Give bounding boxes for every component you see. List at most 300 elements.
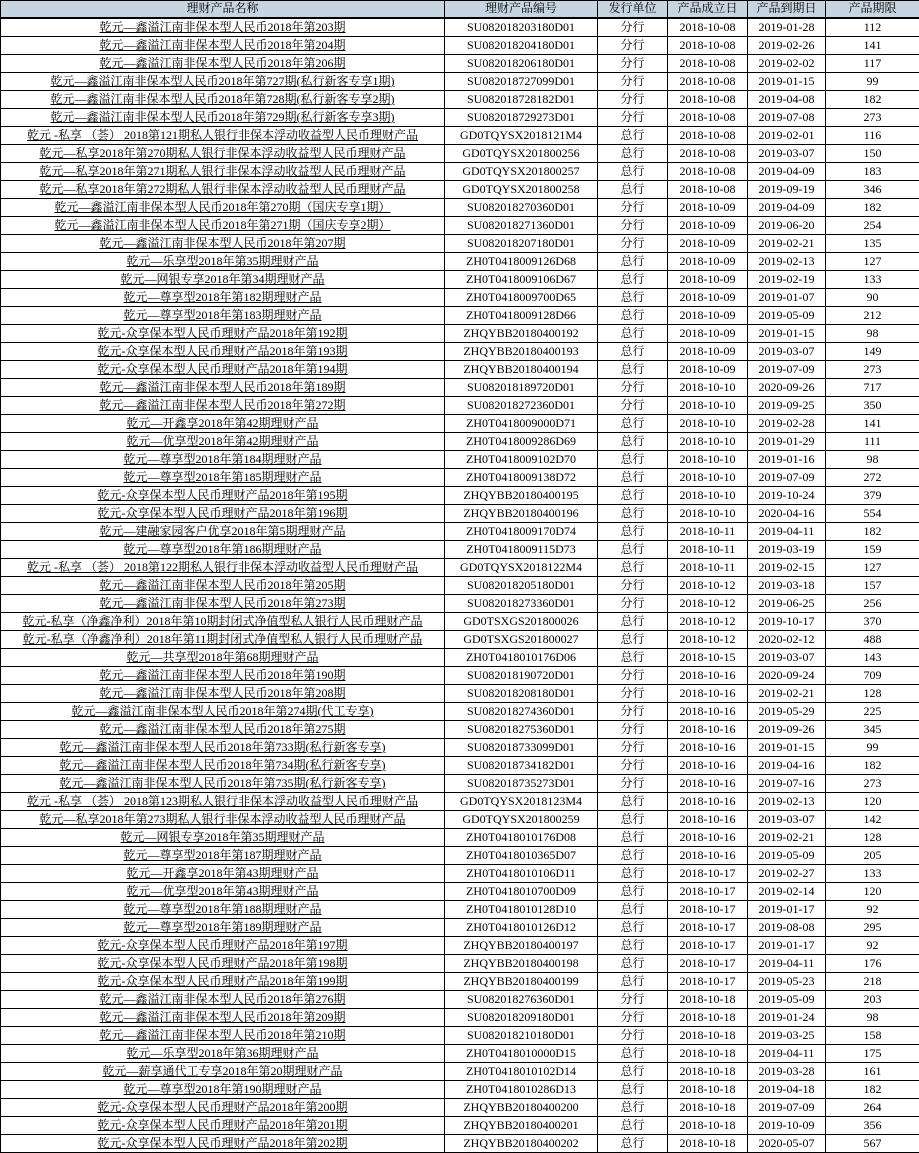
cell-term_days: 159 [826, 541, 919, 559]
cell-code: ZH0T0418009170D74 [445, 523, 598, 541]
product-name-link[interactable]: 乾元—私享2018年第273期私人银行非保本浮动收益型人民币理财产品 [1, 811, 445, 829]
cell-start_date: 2018-10-18 [668, 1117, 748, 1135]
cell-code: SU082018189720D01 [445, 379, 598, 397]
cell-end_date: 2019-03-07 [748, 811, 826, 829]
cell-start_date: 2018-10-10 [668, 505, 748, 523]
cell-end_date: 2019-06-20 [748, 217, 826, 235]
cell-end_date: 2019-04-09 [748, 199, 826, 217]
cell-code: ZHQYBB20180400200 [445, 1099, 598, 1117]
product-name-link[interactable]: 乾元-私享（净鑫净利）2018年第11期封闭式净值型私人银行人民币理财产品 [1, 631, 445, 649]
cell-term_days: 149 [826, 343, 919, 361]
product-name-link[interactable]: 乾元—鑫溢江南非保本型人民币2018年第206期 [1, 55, 445, 73]
cell-end_date: 2019-03-07 [748, 145, 826, 163]
cell-end_date: 2019-09-19 [748, 181, 826, 199]
cell-term_days: 205 [826, 847, 919, 865]
cell-term_days: 212 [826, 307, 919, 325]
cell-term_days: 175 [826, 1045, 919, 1063]
cell-start_date: 2018-10-08 [668, 37, 748, 55]
cell-code: SU082018734182D01 [445, 757, 598, 775]
product-name-link[interactable]: 乾元—鑫溢江南非保本型人民币2018年第205期 [1, 577, 445, 595]
table-row [1, 18, 919, 37]
table-row [1, 811, 919, 829]
cell-code: ZHQYBB20180400202 [445, 1135, 598, 1153]
cell-issuer: 总行 [598, 973, 668, 991]
cell-code: ZH0T0418009000D71 [445, 415, 598, 433]
cell-start_date: 2018-10-16 [668, 703, 748, 721]
cell-term_days: 182 [826, 523, 919, 541]
product-name-link[interactable]: 乾元—私享2018年第270期私人银行非保本浮动收益型人民币理财产品 [1, 145, 445, 163]
cell-term_days: 112 [826, 18, 919, 37]
product-name-link[interactable]: 乾元—鑫溢江南非保本型人民币2018年第272期 [1, 397, 445, 415]
table-row [1, 199, 919, 217]
cell-code: SU082018209180D01 [445, 1009, 598, 1027]
cell-start_date: 2018-10-12 [668, 613, 748, 631]
cell-issuer: 总行 [598, 163, 668, 181]
cell-end_date: 2019-07-09 [748, 469, 826, 487]
product-name-link[interactable]: 乾元—网银专享2018年第35期理财产品 [1, 829, 445, 847]
cell-issuer: 总行 [598, 1063, 668, 1081]
product-name-link[interactable]: 乾元—鑫溢江南非保本型人民币2018年第274期(代工专享) [1, 703, 445, 721]
table-row [1, 307, 919, 325]
cell-issuer: 分行 [598, 775, 668, 793]
product-name-link[interactable]: 乾元 -私享 （荟） 2018第123期私人银行非保本浮动收益型人民币理财产品 [1, 793, 445, 811]
cell-term_days: 99 [826, 73, 919, 91]
cell-end_date: 2019-09-26 [748, 721, 826, 739]
cell-end_date: 2020-04-16 [748, 505, 826, 523]
cell-code: ZHQYBB20180400197 [445, 937, 598, 955]
cell-issuer: 分行 [598, 73, 668, 91]
cell-start_date: 2018-10-18 [668, 1045, 748, 1063]
cell-issuer: 分行 [598, 757, 668, 775]
product-name-link[interactable]: 乾元—鑫溢江南非保本型人民币2018年第203期 [1, 18, 445, 37]
cell-issuer: 总行 [598, 1099, 668, 1117]
cell-issuer: 总行 [598, 901, 668, 919]
table-row [1, 613, 919, 631]
cell-start_date: 2018-10-09 [668, 271, 748, 289]
cell-issuer: 总行 [598, 505, 668, 523]
cell-code: ZHQYBB20180400195 [445, 487, 598, 505]
cell-issuer: 总行 [598, 649, 668, 667]
table-row [1, 577, 919, 595]
table-row [1, 865, 919, 883]
product-name-link[interactable]: 乾元-众享保本型人民币理财产品2018年第194期 [1, 361, 445, 379]
product-name-link[interactable]: 乾元—开鑫享2018年第42期理财产品 [1, 415, 445, 433]
table-header [1, 1, 919, 19]
cell-term_days: 142 [826, 811, 919, 829]
cell-issuer: 分行 [598, 721, 668, 739]
product-name-link[interactable]: 乾元—鑫溢江南非保本型人民币2018年第728期(私行新客专享2期) [1, 91, 445, 109]
table-row [1, 721, 919, 739]
product-name-link[interactable]: 乾元—尊享型2018年第182期理财产品 [1, 289, 445, 307]
product-name-link[interactable]: 乾元—开鑫享2018年第43期理财产品 [1, 865, 445, 883]
cell-issuer: 分行 [598, 55, 668, 73]
cell-issuer: 总行 [598, 865, 668, 883]
product-name-link[interactable]: 乾元—鑫溢江南非保本型人民币2018年第208期 [1, 685, 445, 703]
table-row [1, 937, 919, 955]
product-name-link[interactable]: 乾元-众享保本型人民币理财产品2018年第195期 [1, 487, 445, 505]
cell-end_date: 2019-01-16 [748, 451, 826, 469]
cell-term_days: 273 [826, 361, 919, 379]
table-row [1, 505, 919, 523]
cell-code: ZHQYBB20180400198 [445, 955, 598, 973]
cell-issuer: 总行 [598, 541, 668, 559]
cell-start_date: 2018-10-09 [668, 325, 748, 343]
cell-issuer: 总行 [598, 145, 668, 163]
cell-start_date: 2018-10-08 [668, 73, 748, 91]
table-row [1, 397, 919, 415]
col-header-term_days: 产品期限 [826, 1, 919, 19]
cell-term_days: 254 [826, 217, 919, 235]
product-name-link[interactable]: 乾元—鑫溢江南非保本型人民币2018年第190期 [1, 667, 445, 685]
cell-term_days: 127 [826, 253, 919, 271]
table-row [1, 1099, 919, 1117]
cell-term_days: 345 [826, 721, 919, 739]
cell-issuer: 总行 [598, 289, 668, 307]
cell-issuer: 分行 [598, 18, 668, 37]
cell-code: GD0TQYSX2018121M4 [445, 127, 598, 145]
table-row [1, 127, 919, 145]
product-name-link[interactable]: 乾元—私享2018年第272期私人银行非保本浮动收益型人民币理财产品 [1, 181, 445, 199]
cell-start_date: 2018-10-10 [668, 433, 748, 451]
cell-start_date: 2018-10-16 [668, 793, 748, 811]
cell-issuer: 总行 [598, 1081, 668, 1099]
product-name-link[interactable]: 乾元—鑫溢江南非保本型人民币2018年第207期 [1, 235, 445, 253]
cell-issuer: 分行 [598, 577, 668, 595]
cell-end_date: 2019-01-07 [748, 289, 826, 307]
cell-issuer: 分行 [598, 595, 668, 613]
col-header-issuer: 发行单位 [598, 1, 668, 19]
table-row [1, 847, 919, 865]
cell-end_date: 2019-02-13 [748, 793, 826, 811]
cell-start_date: 2018-10-08 [668, 55, 748, 73]
cell-issuer: 总行 [598, 127, 668, 145]
cell-code: GD0TQYSX201800259 [445, 811, 598, 829]
cell-start_date: 2018-10-17 [668, 865, 748, 883]
product-name-link[interactable]: 乾元-私享（净鑫净利）2018年第10期封闭式净值型私人银行人民币理财产品 [1, 613, 445, 631]
cell-end_date: 2019-04-11 [748, 1045, 826, 1063]
cell-end_date: 2019-08-08 [748, 919, 826, 937]
table-row [1, 685, 919, 703]
product-name-link[interactable]: 乾元—薪享通代工专享2018年第20期理财产品 [1, 1063, 445, 1081]
cell-start_date: 2018-10-08 [668, 127, 748, 145]
product-name-link[interactable]: 乾元—鑫溢江南非保本型人民币2018年第204期 [1, 37, 445, 55]
cell-code: ZHQYBB20180400193 [445, 343, 598, 361]
product-name-link[interactable]: 乾元—优享型2018年第43期理财产品 [1, 883, 445, 901]
product-name-link[interactable]: 乾元-众享保本型人民币理财产品2018年第198期 [1, 955, 445, 973]
cell-term_days: 99 [826, 739, 919, 757]
table-row [1, 1117, 919, 1135]
cell-start_date: 2018-10-16 [668, 757, 748, 775]
product-name-link[interactable]: 乾元-众享保本型人民币理财产品2018年第193期 [1, 343, 445, 361]
cell-issuer: 总行 [598, 955, 668, 973]
cell-term_days: 272 [826, 469, 919, 487]
product-name-link[interactable]: 乾元-众享保本型人民币理财产品2018年第201期 [1, 1117, 445, 1135]
cell-end_date: 2020-09-26 [748, 379, 826, 397]
cell-start_date: 2018-10-17 [668, 973, 748, 991]
cell-term_days: 133 [826, 865, 919, 883]
cell-start_date: 2018-10-11 [668, 523, 748, 541]
cell-term_days: 143 [826, 649, 919, 667]
product-name-link[interactable]: 乾元—网银专享2018年第34期理财产品 [1, 271, 445, 289]
cell-end_date: 2019-01-15 [748, 73, 826, 91]
cell-start_date: 2018-10-16 [668, 829, 748, 847]
cell-term_days: 128 [826, 829, 919, 847]
cell-term_days: 350 [826, 397, 919, 415]
cell-code: ZH0T0418010176D06 [445, 649, 598, 667]
cell-end_date: 2019-07-09 [748, 1099, 826, 1117]
table-row [1, 109, 919, 127]
table-row [1, 1063, 919, 1081]
cell-start_date: 2018-10-18 [668, 1099, 748, 1117]
cell-end_date: 2019-02-21 [748, 235, 826, 253]
cell-issuer: 总行 [598, 325, 668, 343]
cell-term_days: 158 [826, 1027, 919, 1045]
cell-code: SU082018735273D01 [445, 775, 598, 793]
cell-start_date: 2018-10-17 [668, 937, 748, 955]
cell-start_date: 2018-10-18 [668, 991, 748, 1009]
cell-code: GD0TQYSX201800256 [445, 145, 598, 163]
product-name-link[interactable]: 乾元—鑫溢江南非保本型人民币2018年第276期 [1, 991, 445, 1009]
cell-issuer: 分行 [598, 199, 668, 217]
cell-issuer: 总行 [598, 847, 668, 865]
cell-issuer: 总行 [598, 631, 668, 649]
product-name-link[interactable]: 乾元—乐享型2018年第35期理财产品 [1, 253, 445, 271]
product-name-link[interactable]: 乾元—私享2018年第271期私人银行非保本浮动收益型人民币理财产品 [1, 163, 445, 181]
table-row [1, 1135, 919, 1153]
cell-code: ZH0T0418010106D11 [445, 865, 598, 883]
cell-term_days: 203 [826, 991, 919, 1009]
table-row [1, 793, 919, 811]
product-name-link[interactable]: 乾元—尊享型2018年第187期理财产品 [1, 847, 445, 865]
cell-issuer: 分行 [598, 379, 668, 397]
cell-start_date: 2018-10-11 [668, 541, 748, 559]
cell-code: GD0TQYSX2018122M4 [445, 559, 598, 577]
table-row [1, 1081, 919, 1099]
table-row [1, 433, 919, 451]
cell-start_date: 2018-10-09 [668, 343, 748, 361]
product-name-link[interactable]: 乾元—鑫溢江南非保本型人民币2018年第734期(私行新客专享) [1, 757, 445, 775]
cell-start_date: 2018-10-17 [668, 883, 748, 901]
cell-start_date: 2018-10-09 [668, 307, 748, 325]
cell-start_date: 2018-10-18 [668, 1009, 748, 1027]
table-row [1, 271, 919, 289]
cell-code: ZH0T0418010126D12 [445, 919, 598, 937]
cell-end_date: 2019-10-17 [748, 613, 826, 631]
cell-issuer: 总行 [598, 415, 668, 433]
cell-code: ZH0T0418010286D13 [445, 1081, 598, 1099]
cell-term_days: 98 [826, 325, 919, 343]
cell-end_date: 2019-03-07 [748, 649, 826, 667]
cell-end_date: 2019-01-17 [748, 937, 826, 955]
cell-code: ZHQYBB20180400192 [445, 325, 598, 343]
table-row [1, 91, 919, 109]
cell-end_date: 2019-02-15 [748, 559, 826, 577]
cell-end_date: 2019-05-29 [748, 703, 826, 721]
product-name-link[interactable]: 乾元 -私享 （荟） 2018第121期私人银行非保本浮动收益型人民币理财产品 [1, 127, 445, 145]
cell-code: SU082018273360D01 [445, 595, 598, 613]
cell-end_date: 2019-01-28 [748, 18, 826, 37]
product-name-link[interactable]: 乾元-众享保本型人民币理财产品2018年第199期 [1, 973, 445, 991]
table-row [1, 487, 919, 505]
product-name-link[interactable]: 乾元—鑫溢江南非保本型人民币2018年第273期 [1, 595, 445, 613]
table-row [1, 595, 919, 613]
product-name-link[interactable]: 乾元—鑫溢江南非保本型人民币2018年第275期 [1, 721, 445, 739]
cell-issuer: 总行 [598, 253, 668, 271]
cell-start_date: 2018-10-10 [668, 415, 748, 433]
cell-start_date: 2018-10-17 [668, 919, 748, 937]
cell-issuer: 分行 [598, 667, 668, 685]
product-name-link[interactable]: 乾元—尊享型2018年第186期理财产品 [1, 541, 445, 559]
table-row [1, 541, 919, 559]
cell-end_date: 2019-10-09 [748, 1117, 826, 1135]
cell-issuer: 总行 [598, 181, 668, 199]
product-name-link[interactable]: 乾元—尊享型2018年第189期理财产品 [1, 919, 445, 937]
cell-issuer: 总行 [598, 451, 668, 469]
table-row [1, 217, 919, 235]
product-name-link[interactable]: 乾元—乐享型2018年第36期理财产品 [1, 1045, 445, 1063]
product-name-link[interactable]: 乾元—尊享型2018年第188期理财产品 [1, 901, 445, 919]
cell-code: ZH0T0418009128D66 [445, 307, 598, 325]
product-name-link[interactable]: 乾元—鑫溢江南非保本型人民币2018年第727期(私行新客专享1期) [1, 73, 445, 91]
product-name-link[interactable]: 乾元—鑫溢江南非保本型人民币2018年第210期 [1, 1027, 445, 1045]
cell-code: GD0TSXGS201800027 [445, 631, 598, 649]
product-name-link[interactable]: 乾元 -私享 （荟） 2018第122期私人银行非保本浮动收益型人民币理财产品 [1, 559, 445, 577]
cell-issuer: 总行 [598, 361, 668, 379]
cell-code: GD0TQYSX201800257 [445, 163, 598, 181]
cell-issuer: 总行 [598, 919, 668, 937]
cell-start_date: 2018-10-16 [668, 685, 748, 703]
table-row [1, 739, 919, 757]
product-name-link[interactable]: 乾元—优享型2018年第42期理财产品 [1, 433, 445, 451]
product-name-link[interactable]: 乾元—尊享型2018年第183期理财产品 [1, 307, 445, 325]
cell-start_date: 2018-10-16 [668, 739, 748, 757]
cell-start_date: 2018-10-17 [668, 901, 748, 919]
cell-issuer: 总行 [598, 829, 668, 847]
cell-issuer: 总行 [598, 1135, 668, 1153]
cell-start_date: 2018-10-16 [668, 721, 748, 739]
cell-end_date: 2019-03-18 [748, 577, 826, 595]
cell-code: SU082018203180D01 [445, 18, 598, 37]
cell-start_date: 2018-10-12 [668, 595, 748, 613]
cell-term_days: 92 [826, 937, 919, 955]
cell-term_days: 356 [826, 1117, 919, 1135]
cell-start_date: 2018-10-09 [668, 199, 748, 217]
cell-code: SU082018210180D01 [445, 1027, 598, 1045]
cell-term_days: 135 [826, 235, 919, 253]
cell-term_days: 370 [826, 613, 919, 631]
product-name-link[interactable]: 乾元-众享保本型人民币理财产品2018年第196期 [1, 505, 445, 523]
product-name-link[interactable]: 乾元—鑫溢江南非保本型人民币2018年第733期(私行新客专享) [1, 739, 445, 757]
cell-code: ZH0T0418009286D69 [445, 433, 598, 451]
cell-code: SU082018270360D01 [445, 199, 598, 217]
cell-end_date: 2019-04-16 [748, 757, 826, 775]
cell-term_days: 182 [826, 199, 919, 217]
table-row [1, 37, 919, 55]
cell-issuer: 总行 [598, 811, 668, 829]
product-name-link[interactable]: 乾元—鑫溢江南非保本型人民币2018年第209期 [1, 1009, 445, 1027]
cell-end_date: 2019-07-16 [748, 775, 826, 793]
table-row [1, 145, 919, 163]
cell-term_days: 98 [826, 451, 919, 469]
product-name-link[interactable]: 乾元-众享保本型人民币理财产品2018年第202期 [1, 1135, 445, 1153]
cell-start_date: 2018-10-08 [668, 145, 748, 163]
cell-term_days: 141 [826, 415, 919, 433]
cell-term_days: 117 [826, 55, 919, 73]
cell-end_date: 2019-05-09 [748, 307, 826, 325]
product-name-link[interactable]: 乾元—鑫溢江南非保本型人民币2018年第271期（国庆专享2期） [1, 217, 445, 235]
product-name-link[interactable]: 乾元—共享型2018年第68期理财产品 [1, 649, 445, 667]
cell-issuer: 分行 [598, 703, 668, 721]
cell-term_days: 133 [826, 271, 919, 289]
cell-end_date: 2019-07-08 [748, 109, 826, 127]
cell-code: ZH0T0418010000D15 [445, 1045, 598, 1063]
product-name-link[interactable]: 乾元—鑫溢江南非保本型人民币2018年第189期 [1, 379, 445, 397]
table-row [1, 829, 919, 847]
product-name-link[interactable]: 乾元—尊享型2018年第184期理财产品 [1, 451, 445, 469]
cell-issuer: 总行 [598, 613, 668, 631]
product-name-link[interactable]: 乾元—尊享型2018年第190期理财产品 [1, 1081, 445, 1099]
table-row [1, 181, 919, 199]
cell-start_date: 2018-10-10 [668, 379, 748, 397]
cell-end_date: 2019-09-25 [748, 397, 826, 415]
cell-issuer: 分行 [598, 1009, 668, 1027]
cell-code: SU082018208180D01 [445, 685, 598, 703]
cell-term_days: 183 [826, 163, 919, 181]
cell-start_date: 2018-10-15 [668, 649, 748, 667]
cell-start_date: 2018-10-09 [668, 235, 748, 253]
product-name-link[interactable]: 乾元—尊享型2018年第185期理财产品 [1, 469, 445, 487]
cell-end_date: 2019-04-09 [748, 163, 826, 181]
product-name-link[interactable]: 乾元-众享保本型人民币理财产品2018年第200期 [1, 1099, 445, 1117]
cell-term_days: 127 [826, 559, 919, 577]
cell-start_date: 2018-10-16 [668, 775, 748, 793]
cell-code: ZH0T0418009102D70 [445, 451, 598, 469]
cell-code: SU082018275360D01 [445, 721, 598, 739]
cell-start_date: 2018-10-09 [668, 253, 748, 271]
product-name-link[interactable]: 乾元-众享保本型人民币理财产品2018年第197期 [1, 937, 445, 955]
table-row [1, 703, 919, 721]
cell-term_days: 264 [826, 1099, 919, 1117]
table-row [1, 325, 919, 343]
cell-issuer: 分行 [598, 91, 668, 109]
cell-start_date: 2018-10-09 [668, 289, 748, 307]
cell-start_date: 2018-10-08 [668, 18, 748, 37]
cell-term_days: 128 [826, 685, 919, 703]
cell-end_date: 2019-03-19 [748, 541, 826, 559]
cell-end_date: 2019-02-02 [748, 55, 826, 73]
product-name-link[interactable]: 乾元-众享保本型人民币理财产品2018年第192期 [1, 325, 445, 343]
product-name-link[interactable]: 乾元—鑫溢江南非保本型人民币2018年第729期(私行新客专享3期) [1, 109, 445, 127]
cell-code: ZH0T0418009700D65 [445, 289, 598, 307]
cell-term_days: 182 [826, 91, 919, 109]
cell-code: SU082018276360D01 [445, 991, 598, 1009]
cell-term_days: 273 [826, 109, 919, 127]
cell-term_days: 554 [826, 505, 919, 523]
product-name-link[interactable]: 乾元—建融家园客户优享2018年第5期理财产品 [1, 523, 445, 541]
product-name-link[interactable]: 乾元—鑫溢江南非保本型人民币2018年第270期（国庆专享1期） [1, 199, 445, 217]
cell-term_days: 488 [826, 631, 919, 649]
table-row [1, 631, 919, 649]
cell-end_date: 2020-02-12 [748, 631, 826, 649]
cell-term_days: 141 [826, 37, 919, 55]
product-name-link[interactable]: 乾元—鑫溢江南非保本型人民币2018年第735期(私行新客专享) [1, 775, 445, 793]
cell-code: ZH0T0418010700D09 [445, 883, 598, 901]
table-row [1, 451, 919, 469]
cell-code: ZH0T0418010102D14 [445, 1063, 598, 1081]
cell-term_days: 90 [826, 289, 919, 307]
cell-code: SU082018206180D01 [445, 55, 598, 73]
table-row [1, 775, 919, 793]
